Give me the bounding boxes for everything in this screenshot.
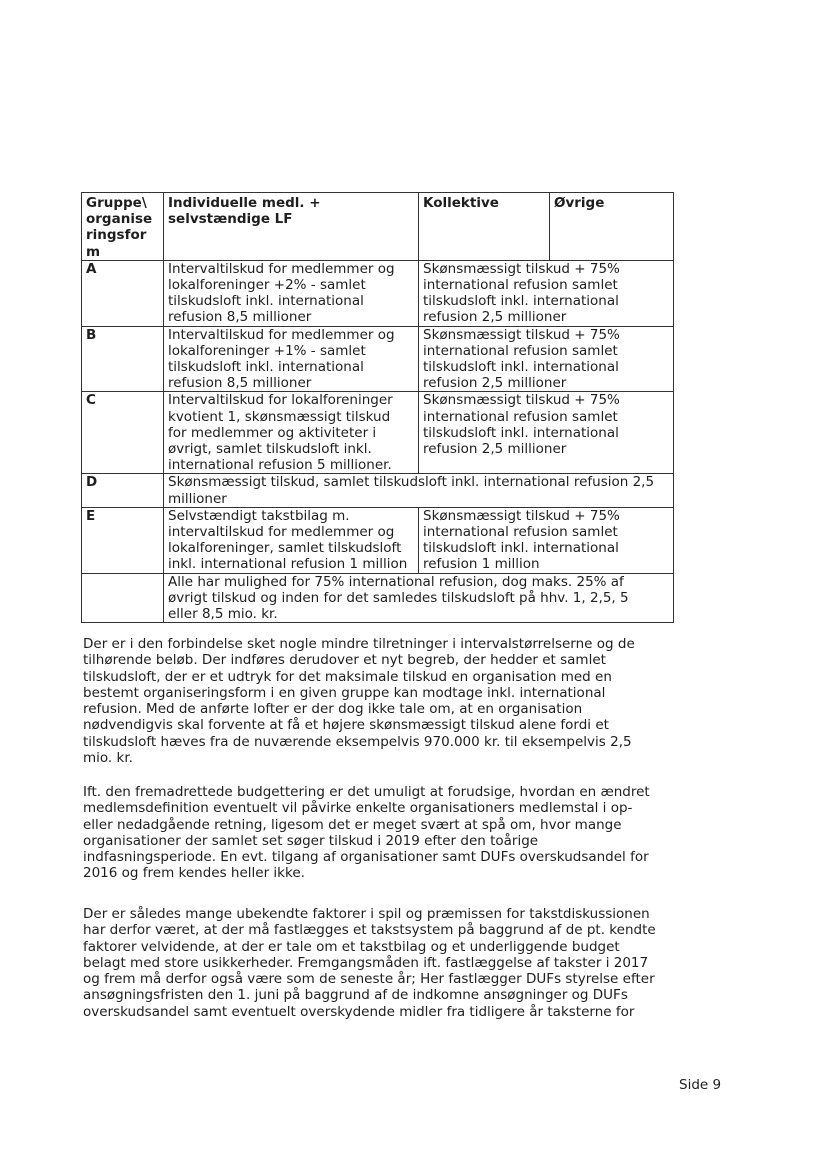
header-collective: Kollektive xyxy=(419,193,550,261)
row-individual: Intervaltilskud for medlemmer og lokalforeninger +1% - samlet tilskudsloft inkl. international refusion 8,5 millioner xyxy=(164,326,419,392)
row-code: C xyxy=(82,392,164,474)
row-collective-other: Skønsmæssigt tilskud + 75% international refusion samlet tilskudsloft inkl. international refusion 1 million xyxy=(419,507,674,573)
row-code: D xyxy=(82,474,164,507)
row-individual: Intervaltilskud for lokalforeninger kvotient 1, skønsmæssigt tilskud for medlemmer og aktiviteter i øvrigt, samlet tilskudsloft inkl. international refusion 5 millioner. xyxy=(164,392,419,474)
header-group: Gruppe\ organise ringsfor m xyxy=(82,193,164,261)
table-row xyxy=(82,392,674,474)
row-collective-other: Skønsmæssigt tilskud + 75% international refusion samlet tilskudsloft inkl. international refusion 2,5 millioner xyxy=(419,392,674,474)
row-full: Skønsmæssigt tilskud, samlet tilskudsloft inkl. international refusion 2,5 millioner xyxy=(164,474,674,507)
row-code: E xyxy=(82,507,164,573)
page-number: Side 9 xyxy=(679,1077,722,1093)
table-row xyxy=(82,326,674,392)
row-individual: Intervaltilskud for medlemmer og lokalforeninger +2% - samlet tilskudsloft inkl. international refusion 8,5 millioner xyxy=(164,260,419,326)
table-note: Alle har mulighed for 75% international refusion, dog maks. 25% af øvrigt tilskud og inden for det samledes tilskudsloft på hhv. 1, 2,5, 5 eller 8,5 mio. kr. xyxy=(164,573,674,623)
paragraph: Der er i den forbindelse sket nogle mindre tilretninger i intervalstørrelserne og de tilhørende beløb. Der indføres derudover et nyt begreb, der hedder et samlet tilskudsloft, der er et udtryk for det maksimale tilskud en organisation med en bestemt organiseringsform i en given gruppe kan modtage inkl. international refusion. Med de anførte lofter er der dog ikke tale om, at en organisation nødvendigvis skal forvente at få et højere skønsmæssigt tilskud alene fordi et tilskudsloft hæves fra de nuværende eksempelvis 970.000 kr. til eksempelvis 2,5 mio. kr. xyxy=(83,636,635,767)
row-collective-other: Skønsmæssigt tilskud + 75% international refusion samlet tilskudsloft inkl. international refusion 2,5 millioner xyxy=(419,260,674,326)
table-row xyxy=(82,474,674,507)
header-other: Øvrige xyxy=(550,193,674,261)
header-individual: Individuelle medl. + selvstændige LF xyxy=(164,193,419,261)
note-spacer xyxy=(82,573,164,623)
table-row xyxy=(82,507,674,573)
row-collective-other: Skønsmæssigt tilskud + 75% international refusion samlet tilskudsloft inkl. international refusion 2,5 millioner xyxy=(419,326,674,392)
paragraph: Ift. den fremadrettede budgettering er det umuligt at forudsige, hvordan en ændret medlemsdefinition eventuelt vil påvirke enkelte organisationers medlemstal i op- eller nedadgående retning, ligesom det er meget svært at spå om, hvor mange organisationer der samlet set søger tilskud i 2019 efter den toårige indfasningsperiode. En evt. tilgang af organisationer samt DUFs overskudsandel for 2016 og frem kendes heller ikke. xyxy=(83,784,650,882)
table-row xyxy=(82,260,674,326)
row-code: B xyxy=(82,326,164,392)
table-header-row xyxy=(82,193,674,261)
table-note-row xyxy=(82,573,674,623)
paragraph: Der er således mange ubekendte faktorer i spil og præmissen for takstdiskussionen har derfor været, at der må fastlægges et takstsystem på baggrund af de pt. kendte faktorer velvidende, at der er tale om et takstbilag og et underliggende budget belagt med store usikkerheder. Fremgangsmåden ift. fastlæggelse af takster i 2017 og frem må derfor også være som de seneste år; Her fastlægger DUFs styrelse efter ansøgningsfristen den 1. juni på baggrund af de indkomne ansøgninger og DUFs overskudsandel samt eventuelt overskydende midler fra tidligere år taksterne for xyxy=(83,906,656,1020)
row-individual: Selvstændigt takstbilag m. intervaltilskud for medlemmer og lokalforeninger, samlet tilskudsloft inkl. international refusion 1 million xyxy=(164,507,419,573)
group-table xyxy=(81,192,674,623)
row-code: A xyxy=(82,260,164,326)
